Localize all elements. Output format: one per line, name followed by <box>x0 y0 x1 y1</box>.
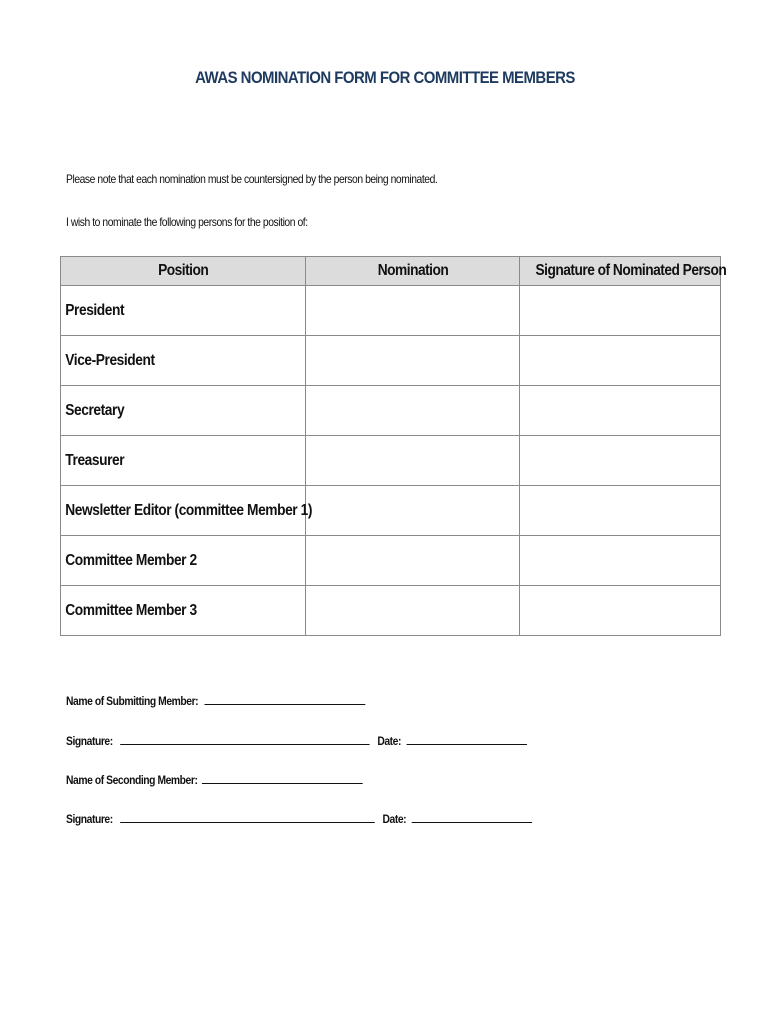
date-label: Date: <box>377 734 402 748</box>
submitting-member-line <box>66 692 365 708</box>
nomination-intro: I wish to nominate the following persons for the position of: <box>66 215 308 229</box>
table-row <box>61 536 721 586</box>
position-cell: Committee Member 3 <box>61 586 306 636</box>
seconder-signature-line <box>66 810 532 826</box>
date-label-2: Date: <box>382 812 407 826</box>
submitting-member-field[interactable] <box>204 692 365 705</box>
signature-cell[interactable] <box>519 436 720 486</box>
signature-cell[interactable] <box>519 336 720 386</box>
position-cell: Vice-President <box>61 336 306 386</box>
table-row <box>61 586 721 636</box>
submitter-signature-line <box>66 732 527 748</box>
seconder-signature-field[interactable] <box>120 810 375 823</box>
nomination-cell[interactable] <box>306 386 519 436</box>
nomination-cell[interactable] <box>306 486 519 536</box>
submitter-signature-field[interactable] <box>120 732 369 745</box>
form-title: AWAS NOMINATION FORM FOR COMMITTEE MEMBERS <box>195 68 575 87</box>
position-cell: Committee Member 2 <box>61 536 306 586</box>
nomination-cell[interactable] <box>306 586 519 636</box>
submitter-date-field[interactable] <box>407 732 527 745</box>
table-row <box>61 436 721 486</box>
countersign-note: Please note that each nomination must be countersigned by the person being nominated. <box>66 172 438 186</box>
submitting-member-label: Name of Submitting Member: <box>66 694 199 708</box>
table-row <box>61 486 721 536</box>
header-signature: Signature of Nominated Person <box>519 257 720 286</box>
position-cell: Treasurer <box>61 436 306 486</box>
signature-cell[interactable] <box>519 536 720 586</box>
seconding-member-line <box>66 771 362 787</box>
seconding-member-field[interactable] <box>202 771 363 784</box>
nomination-cell[interactable] <box>306 336 519 386</box>
header-nomination: Nomination <box>306 257 519 286</box>
seconding-member-label: Name of Seconding Member: <box>66 773 198 787</box>
nomination-cell[interactable] <box>306 536 519 586</box>
seconder-date-field[interactable] <box>412 810 532 823</box>
position-cell: President <box>61 286 306 336</box>
signature-label: Signature: <box>66 734 113 748</box>
position-cell: Newsletter Editor (committee Member 1) <box>61 486 306 536</box>
signature-cell[interactable] <box>519 286 720 336</box>
position-cell: Secretary <box>61 386 306 436</box>
header-position: Position <box>61 257 306 286</box>
nomination-cell[interactable] <box>306 286 519 336</box>
signature-cell[interactable] <box>519 386 720 436</box>
nomination-table <box>60 256 726 636</box>
table-row <box>61 386 721 436</box>
table-row <box>61 336 721 386</box>
signature-cell[interactable] <box>519 586 720 636</box>
table-row <box>61 286 721 336</box>
nomination-cell[interactable] <box>306 436 519 486</box>
table-header-row <box>61 257 721 286</box>
signature-cell[interactable] <box>519 486 720 536</box>
signature-label-2: Signature: <box>66 812 113 826</box>
